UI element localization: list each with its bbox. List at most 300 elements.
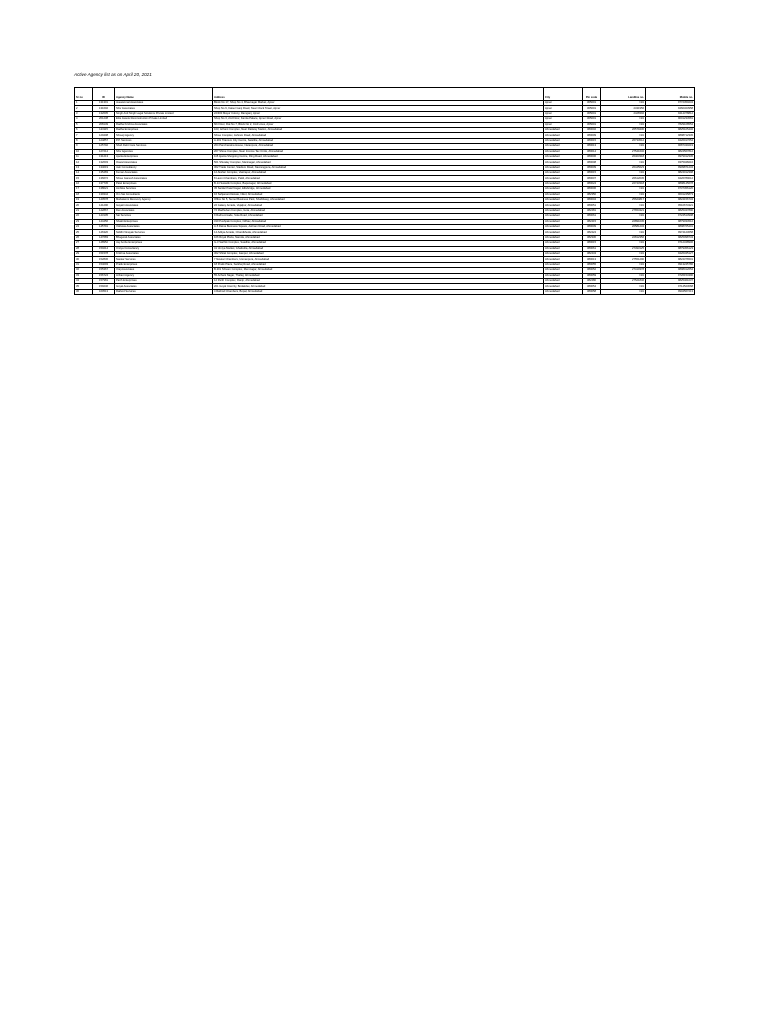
cell-mobile: 9687430219 — [646, 144, 695, 149]
cell-landline: N/A — [601, 133, 646, 138]
cell-agency-name: Navkar Services — [115, 257, 213, 262]
cell-landline: 2431956 — [601, 106, 646, 111]
cell-mobile: 7829108554 — [646, 122, 695, 127]
cell-address: 41 Umiya Market, Ghatlodia, Ahmedabad — [213, 246, 544, 251]
cell-address: B-14 Swastik Complex, Bapunagar, Ahmedabad — [213, 181, 544, 186]
cell-agency-name: Siddhi Vinayak Services — [115, 230, 213, 235]
cell-mobile: 9714523068 — [646, 284, 695, 289]
cell-city: Ahmedabad — [544, 208, 583, 213]
cell-pincode: 380009 — [583, 165, 601, 170]
cell-agency-name: Sai Services — [115, 214, 213, 219]
cell-sno: 10 — [75, 149, 93, 154]
table-row — [75, 289, 695, 294]
cell-id: 147683 — [93, 235, 115, 240]
cell-pincode: 380004 — [583, 198, 601, 203]
cell-address: 22 Galaxy Arcade, Vejalpur, Ahmedabad — [213, 203, 544, 208]
cell-sno: 12 — [75, 160, 93, 165]
cell-mobile: 9824012398 — [646, 171, 695, 176]
cell-id: 135483 — [93, 171, 115, 176]
cell-id: 125792 — [93, 144, 115, 149]
cell-agency-name: Bhagwati Associates — [115, 235, 213, 240]
cell-agency-name: Gayatri Associates — [115, 203, 213, 208]
cell-sno: 11 — [75, 154, 93, 159]
cell-city: Ahmedabad — [544, 289, 583, 294]
cell-address: 45 Sardar Patel Nagar, Ellisbridge, Ahmedabad — [213, 187, 544, 192]
cell-landline: 22743318 — [601, 181, 646, 186]
cell-pincode: 382480 — [583, 278, 601, 283]
cell-agency-name: Jay Ambe Enterprises — [115, 241, 213, 246]
cell-address: Shop No 9, Kaiser Ganj Road, Near Clock Tower, Ajmer — [213, 106, 544, 111]
cell-address: 204 Pancharatna House, Naranpura, Ahmedabad — [213, 144, 544, 149]
cell-mobile: 9898712345 — [646, 133, 695, 138]
cell-city: Ahmedabad — [544, 171, 583, 176]
cell-id: 145791 — [93, 224, 115, 229]
cell-id: 143105 — [93, 214, 115, 219]
cell-landline: N/A — [601, 214, 646, 219]
document-title: Active Agency list as on April 20, 2021 — [74, 72, 152, 77]
cell-mobile: 9426789012 — [646, 176, 695, 181]
cell-pincode: 380006 — [583, 154, 601, 159]
cell-city: Ajmer — [544, 106, 583, 111]
cell-pincode: 380006 — [583, 187, 601, 192]
cell-pincode: 380061 — [583, 214, 601, 219]
cell-agency-name: Singh And Singh Legal Solutions Private Limited — [115, 111, 213, 116]
cell-pincode: 380013 — [583, 257, 601, 262]
cell-id: 160513 — [93, 289, 115, 294]
cell-pincode: 380051 — [583, 203, 601, 208]
cell-pincode: 380055 — [583, 262, 601, 267]
cell-landline: N/A — [601, 284, 646, 289]
cell-city: Ahmedabad — [544, 154, 583, 159]
cell-address: 207 Shree Complex, Near Income Tax Circle, Ahmedabad — [213, 149, 544, 154]
cell-landline: 26579430 — [601, 127, 646, 132]
cell-address: B-201 Shivam Complex, Memnagar, Ahmedabad — [213, 268, 544, 273]
cell-mobile: 9974123658 — [646, 230, 695, 235]
cell-sno: 26 — [75, 235, 93, 240]
cell-city: Ahmedabad — [544, 176, 583, 181]
cell-agency-name: Shah Debt Care Services — [115, 144, 213, 149]
cell-id: 139344 — [93, 192, 115, 197]
cell-agency-name: Jeewanmal Associates — [115, 101, 213, 106]
cell-id: 150214 — [93, 246, 115, 251]
cell-id: 152836 — [93, 257, 115, 262]
header-landline: Landline no. — [601, 88, 646, 101]
cell-mobile: 9737456120 — [646, 187, 695, 192]
table-body — [75, 101, 695, 295]
cell-landline: 26612045 — [601, 176, 646, 181]
header-pincode: Pin code — [583, 88, 601, 101]
cell-mobile: 9825461037 — [646, 278, 695, 283]
cell-sno: 2 — [75, 106, 93, 111]
cell-pincode: 382330 — [583, 235, 601, 240]
cell-pincode: 380052 — [583, 268, 601, 273]
cell-landline: 26403318 — [601, 154, 646, 159]
cell-address: 8 Laxmi Chambers, Paldi, Ahmedabad — [213, 176, 544, 181]
cell-mobile: 9414378812 — [646, 111, 695, 116]
header-agency-name: Agency Name — [115, 88, 213, 101]
cell-sno: 25 — [75, 230, 93, 235]
cell-mobile: 9898765401 — [646, 224, 695, 229]
cell-address: 103, Arihant Complex, Near Railway Station, Ahmedabad — [213, 127, 544, 132]
cell-id: 148952 — [93, 241, 115, 246]
cell-mobile: 9824156734 — [646, 198, 695, 203]
cell-address: 106 Royal Plaza, Naroda, Ahmedabad — [213, 235, 544, 240]
cell-address: A-201 Titanium City Centre, Satellite, Ahmedabad — [213, 138, 544, 143]
cell-address: Shree Complex, Ashram Road, Ahmedabad — [213, 133, 544, 138]
cell-landline: 27551290 — [601, 257, 646, 262]
cell-landline: 27410378 — [601, 268, 646, 273]
cell-agency-name: Jain Consultancy — [115, 165, 213, 170]
cell-landline: 22812356 — [601, 235, 646, 240]
cell-address: 310 Pushpak Complex, Odhav, Ahmedabad — [213, 219, 544, 224]
cell-address: Block No 17, Shop No 4, Bhavnagar Market, Ajmer — [213, 101, 544, 106]
cell-city: Ahmedabad — [544, 192, 583, 197]
cell-pincode: 380059 — [583, 273, 601, 278]
cell-agency-name: Arihant Agency — [115, 273, 213, 278]
cell-sno: 21 — [75, 208, 93, 213]
cell-agency-name: Elite Assets Reconstruction Private Limited — [115, 117, 213, 122]
cell-pincode: 382443 — [583, 251, 601, 256]
cell-mobile: 9426017654 — [646, 138, 695, 143]
cell-city: Ajmer — [544, 122, 583, 127]
cell-landline: N/A — [601, 251, 646, 256]
cell-city: Ahmedabad — [544, 262, 583, 267]
cell-pincode: 305001 — [583, 106, 601, 111]
cell-id: 134019 — [93, 165, 115, 170]
cell-pincode: 380024 — [583, 181, 601, 186]
cell-city: Ahmedabad — [544, 224, 583, 229]
cell-city: Ahmedabad — [544, 198, 583, 203]
cell-address: 7 Navkar Chambers, Usmanpura, Ahmedabad — [213, 257, 544, 262]
cell-address: 12 Parth Complex, Ranip, Ahmedabad — [213, 278, 544, 283]
cell-landline: 2428392 — [601, 111, 646, 116]
cell-agency-name: Shakti Enterprises — [115, 219, 213, 224]
cell-address: 12 Akshar Complex, Vastrapur, Ahmedabad — [213, 171, 544, 176]
cell-city: Ahmedabad — [544, 268, 583, 273]
cell-agency-name: Shree Ganesh Associates — [115, 176, 213, 181]
cell-id: 154093 — [93, 262, 115, 267]
cell-landline: 26445623 — [601, 165, 646, 170]
header-id: ID — [93, 88, 115, 101]
cell-landline: N/A — [601, 289, 646, 294]
cell-sno: 18 — [75, 192, 93, 197]
cell-pincode: 305001 — [583, 122, 601, 127]
cell-address: 14 Aditya Arcade, Chandkheda, Ahmedabad — [213, 230, 544, 235]
cell-address: A-5 Ratna Business Square, Ashram Road, Ahmedabad — [213, 224, 544, 229]
cell-address: 501 Shivalay Complex, Maninagar, Ahmedabad — [213, 160, 544, 165]
cell-sno: 7 — [75, 133, 93, 138]
cell-pincode: 380013 — [583, 144, 601, 149]
cell-sno: 27 — [75, 241, 93, 246]
header-mobile: Mobile no. — [646, 88, 695, 101]
cell-id: 157981 — [93, 278, 115, 283]
table-header-row — [75, 88, 695, 101]
cell-sno: 8 — [75, 138, 93, 143]
cell-id: 137745 — [93, 181, 115, 186]
cell-address: 22/300 Mayur Colony, Ramganj, Ajmer — [213, 111, 544, 116]
cell-mobile: 9913245786 — [646, 262, 695, 267]
cell-sno: 20 — [75, 203, 93, 208]
cell-city: Ahmedabad — [544, 149, 583, 154]
cell-landline: N/A — [601, 144, 646, 149]
cell-landline: N/A — [601, 203, 646, 208]
cell-mobile: 9879456123 — [646, 246, 695, 251]
cell-sno: 36 — [75, 289, 93, 294]
cell-pincode: 380009 — [583, 224, 601, 229]
cell-mobile: 9824376501 — [646, 257, 695, 262]
cell-pincode: 382481 — [583, 208, 601, 213]
cell-id: 159246 — [93, 284, 115, 289]
cell-agency-name: Umiya Consultancy — [115, 246, 213, 251]
cell-mobile: 9904567213 — [646, 289, 695, 294]
cell-pincode: 305001 — [583, 101, 601, 106]
cell-agency-name: Radha Enterprises — [115, 127, 213, 132]
cell-id: 132603 — [93, 160, 115, 165]
cell-address: 4 Rathod Chambers, Bopal, Ahmedabad — [213, 289, 544, 294]
cell-address: 302 Trade Center, Stadium Road, Navrangpura, Ahmedabad — [213, 165, 544, 170]
cell-id: 131301 — [93, 101, 115, 106]
cell-mobile: 9375048216 — [646, 160, 695, 165]
cell-id: 156724 — [93, 273, 115, 278]
cell-sno: 6 — [75, 127, 93, 132]
cell-city: Ahmedabad — [544, 138, 583, 143]
cell-mobile: 9898012654 — [646, 268, 695, 273]
cell-agency-name: Shiv Associates — [115, 106, 213, 111]
cell-address: 6th Floor, Flat No 7, Block No 2, Civil Lines, Ajmer — [213, 122, 544, 127]
cell-id: 201238 — [93, 117, 115, 122]
cell-address: Shop No 3, 2nd Floor, Kamla Palace, Ajmer Road, Ajmer — [213, 117, 544, 122]
cell-city: Ajmer — [544, 111, 583, 116]
cell-mobile: 9460323958 — [646, 106, 695, 111]
cell-id: 123115 — [93, 127, 115, 132]
cell-sno: 30 — [75, 257, 93, 262]
cell-address: 16 Sahjanand Estate, Nikol, Ahmedabad — [213, 192, 544, 197]
cell-sno: 15 — [75, 176, 93, 181]
cell-sno: 29 — [75, 251, 93, 256]
cell-landline: 27521846 — [601, 278, 646, 283]
cell-mobile: 9772450234 — [646, 101, 695, 106]
cell-id: 136672 — [93, 176, 115, 181]
cell-mobile: 9879034512 — [646, 219, 695, 224]
cell-pincode: 380008 — [583, 160, 601, 165]
cell-sno: 24 — [75, 224, 93, 229]
cell-agency-name: Parth Enterprises — [115, 278, 213, 283]
cell-address: 115 Ajanta Shopping Centre, Ring Road, Ahmedabad — [213, 154, 544, 159]
cell-address: 55 Arihant Nagar, Thaltej, Ahmedabad — [213, 273, 544, 278]
cell-city: Ahmedabad — [544, 251, 583, 256]
cell-city: Ajmer — [544, 101, 583, 106]
cell-city: Ahmedabad — [544, 133, 583, 138]
cell-landline: 26734512 — [601, 138, 646, 143]
cell-sno: 35 — [75, 284, 93, 289]
cell-sno: 32 — [75, 268, 93, 273]
cell-landline: N/A — [601, 192, 646, 197]
cell-pincode: 380014 — [583, 149, 601, 154]
cell-landline: N/A — [601, 160, 646, 165]
header-address: Address — [213, 88, 544, 101]
cell-pincode: 382415 — [583, 219, 601, 224]
cell-city: Ahmedabad — [544, 181, 583, 186]
cell-sno: 23 — [75, 219, 93, 224]
cell-mobile: 9825347890 — [646, 208, 695, 213]
cell-pincode: 380061 — [583, 246, 601, 251]
header-sno: Sr no — [75, 88, 93, 101]
cell-sno: 19 — [75, 198, 93, 203]
cell-city: Ahmedabad — [544, 257, 583, 262]
cell-agency-name: Om Sai Consultants — [115, 192, 213, 197]
cell-city: Ahmedabad — [544, 160, 583, 165]
cell-agency-name: Pratik Enterprises — [115, 262, 213, 267]
cell-pincode: 380015 — [583, 171, 601, 176]
cell-id: 155367 — [93, 268, 115, 273]
cell-agency-name: Shiv Agencies — [115, 149, 213, 154]
cell-address: 72 Madhuban Complex, Gota, Ahmedabad — [213, 208, 544, 213]
cell-id: 124857 — [93, 138, 115, 143]
cell-pincode: 380058 — [583, 289, 601, 294]
cell-mobile: 9979012345 — [646, 154, 695, 159]
cell-landline: N/A — [601, 171, 646, 176]
cell-mobile: 9724513908 — [646, 214, 695, 219]
cell-id: 138021 — [93, 187, 115, 192]
cell-city: Ahmedabad — [544, 203, 583, 208]
cell-agency-name: Rathod Services — [115, 289, 213, 294]
cell-landline: 25624817 — [601, 198, 646, 203]
cell-id: 131213 — [93, 154, 115, 159]
cell-landline: N/A — [601, 262, 646, 267]
cell-pincode: 380009 — [583, 133, 601, 138]
cell-agency-name: P.P. Services — [115, 138, 213, 143]
cell-city: Ahmedabad — [544, 219, 583, 224]
cell-agency-name: Ambika Services — [115, 187, 213, 192]
cell-sno: 13 — [75, 165, 93, 170]
cell-city: Ahmedabad — [544, 187, 583, 192]
cell-landline: 27541632 — [601, 149, 646, 154]
cell-city: Ahmedabad — [544, 278, 583, 283]
cell-sno: 31 — [75, 262, 93, 267]
cell-agency-name: Krishna Associates — [115, 251, 213, 256]
cell-mobile: 9712348906 — [646, 241, 695, 246]
cell-mobile: 9426345127 — [646, 251, 695, 256]
cell-id: 132605 — [93, 111, 115, 116]
cell-id: 208149 — [93, 122, 115, 127]
cell-pincode: 305001 — [583, 117, 601, 122]
cell-agency-name: Radha Krishna Associates — [115, 122, 213, 127]
cell-city: Ahmedabad — [544, 144, 583, 149]
cell-landline: N/A — [601, 101, 646, 106]
cell-sno: 5 — [75, 122, 93, 127]
cell-landline: N/A — [601, 187, 646, 192]
cell-id: 144456 — [93, 219, 115, 224]
cell-mobile: 9601245873 — [646, 192, 695, 197]
cell-sno: 1 — [75, 101, 93, 106]
cell-city: Ajmer — [544, 117, 583, 122]
cell-agency-name: Vraj Associates — [115, 268, 213, 273]
cell-landline: 22891045 — [601, 219, 646, 224]
cell-address: G-3 Sarthik Complex, Satellite, Ahmedabad — [213, 241, 544, 246]
cell-id: 146320 — [93, 230, 115, 235]
cell-city: Ahmedabad — [544, 214, 583, 219]
cell-id: 141290 — [93, 203, 115, 208]
cell-agency-name: Ajanta Enterprises — [115, 154, 213, 159]
cell-pincode: 305001 — [583, 111, 601, 116]
cell-id: 129408 — [93, 133, 115, 138]
cell-id: 127214 — [93, 149, 115, 154]
cell-city: Ahmedabad — [544, 241, 583, 246]
cell-sno: 4 — [75, 117, 93, 122]
cell-mobile: 9726154390 — [646, 273, 695, 278]
cell-sno: 34 — [75, 278, 93, 283]
cell-pincode: 380015 — [583, 241, 601, 246]
cell-pincode: 380002 — [583, 127, 601, 132]
cell-city: Ahmedabad — [544, 235, 583, 240]
cell-pincode: 380007 — [583, 176, 601, 181]
cell-agency-name: Patel Enterprises — [115, 181, 213, 186]
cell-pincode: 380054 — [583, 284, 601, 289]
cell-pincode: 380015 — [583, 138, 601, 143]
cell-address: 18 Pratik Plaza, Sarkhej Road, Ahmedabad — [213, 262, 544, 267]
cell-landline: N/A — [601, 230, 646, 235]
cell-agency-name: Mahalaxmi Recovery Agency — [115, 198, 213, 203]
cell-address: 302 Shital Complex, Isanpur, Ahmedabad — [213, 251, 544, 256]
cell-sno: 33 — [75, 273, 93, 278]
cell-mobile: 9510674321 — [646, 203, 695, 208]
cell-address: 9 Rudra Arcade, Sola Road, Ahmedabad — [213, 214, 544, 219]
cell-agency-name: Goyal Associates — [115, 284, 213, 289]
cell-agency-name: Vishwas Associates — [115, 224, 213, 229]
cell-landline: 27493125 — [601, 246, 646, 251]
cell-landline: N/A — [601, 273, 646, 278]
cell-landline: 26581234 — [601, 224, 646, 229]
cell-landline: 27654321 — [601, 208, 646, 213]
cell-sno: 16 — [75, 181, 93, 186]
cell-agency-name: Dev Associates — [115, 208, 213, 213]
cell-sno: 17 — [75, 187, 93, 192]
cell-mobile: 9001234581 — [646, 117, 695, 122]
cell-landline: N/A — [601, 117, 646, 122]
cell-agency-name: Shreeji Agency — [115, 133, 213, 138]
cell-mobile: 9825105432 — [646, 127, 695, 132]
cell-id: 131602 — [93, 106, 115, 111]
cell-city: Ahmedabad — [544, 230, 583, 235]
cell-sno: 14 — [75, 171, 93, 176]
header-city: City — [544, 88, 583, 101]
cell-landline: N/A — [601, 122, 646, 127]
cell-mobile: 9898145678 — [646, 181, 695, 186]
cell-pincode: 382424 — [583, 230, 601, 235]
cell-city: Ahmedabad — [544, 284, 583, 289]
cell-city: Ahmedabad — [544, 127, 583, 132]
cell-agency-name: Kumar Associates — [115, 171, 213, 176]
cell-mobile: 9825098743 — [646, 235, 695, 240]
cell-address: 201 Goyal Intercity, Bodakdev, Ahmedabad — [213, 284, 544, 289]
cell-agency-name: Oswal Associates — [115, 160, 213, 165]
cell-id: 140578 — [93, 198, 115, 203]
cell-landline: N/A — [601, 241, 646, 246]
cell-city: Ahmedabad — [544, 246, 583, 251]
cell-city: Ahmedabad — [544, 165, 583, 170]
cell-address: Office No 5, Sumel Business Park, Shahibaug, Ahmedabad — [213, 198, 544, 203]
agency-table — [74, 87, 695, 295]
cell-sno: 3 — [75, 111, 93, 116]
cell-mobile: 9909871234 — [646, 165, 695, 170]
cell-id: 151578 — [93, 251, 115, 256]
cell-id: 142867 — [93, 208, 115, 213]
cell-pincode: 382350 — [583, 192, 601, 197]
cell-city: Ahmedabad — [544, 273, 583, 278]
cell-sno: 9 — [75, 144, 93, 149]
cell-sno: 28 — [75, 246, 93, 251]
cell-sno: 22 — [75, 214, 93, 219]
